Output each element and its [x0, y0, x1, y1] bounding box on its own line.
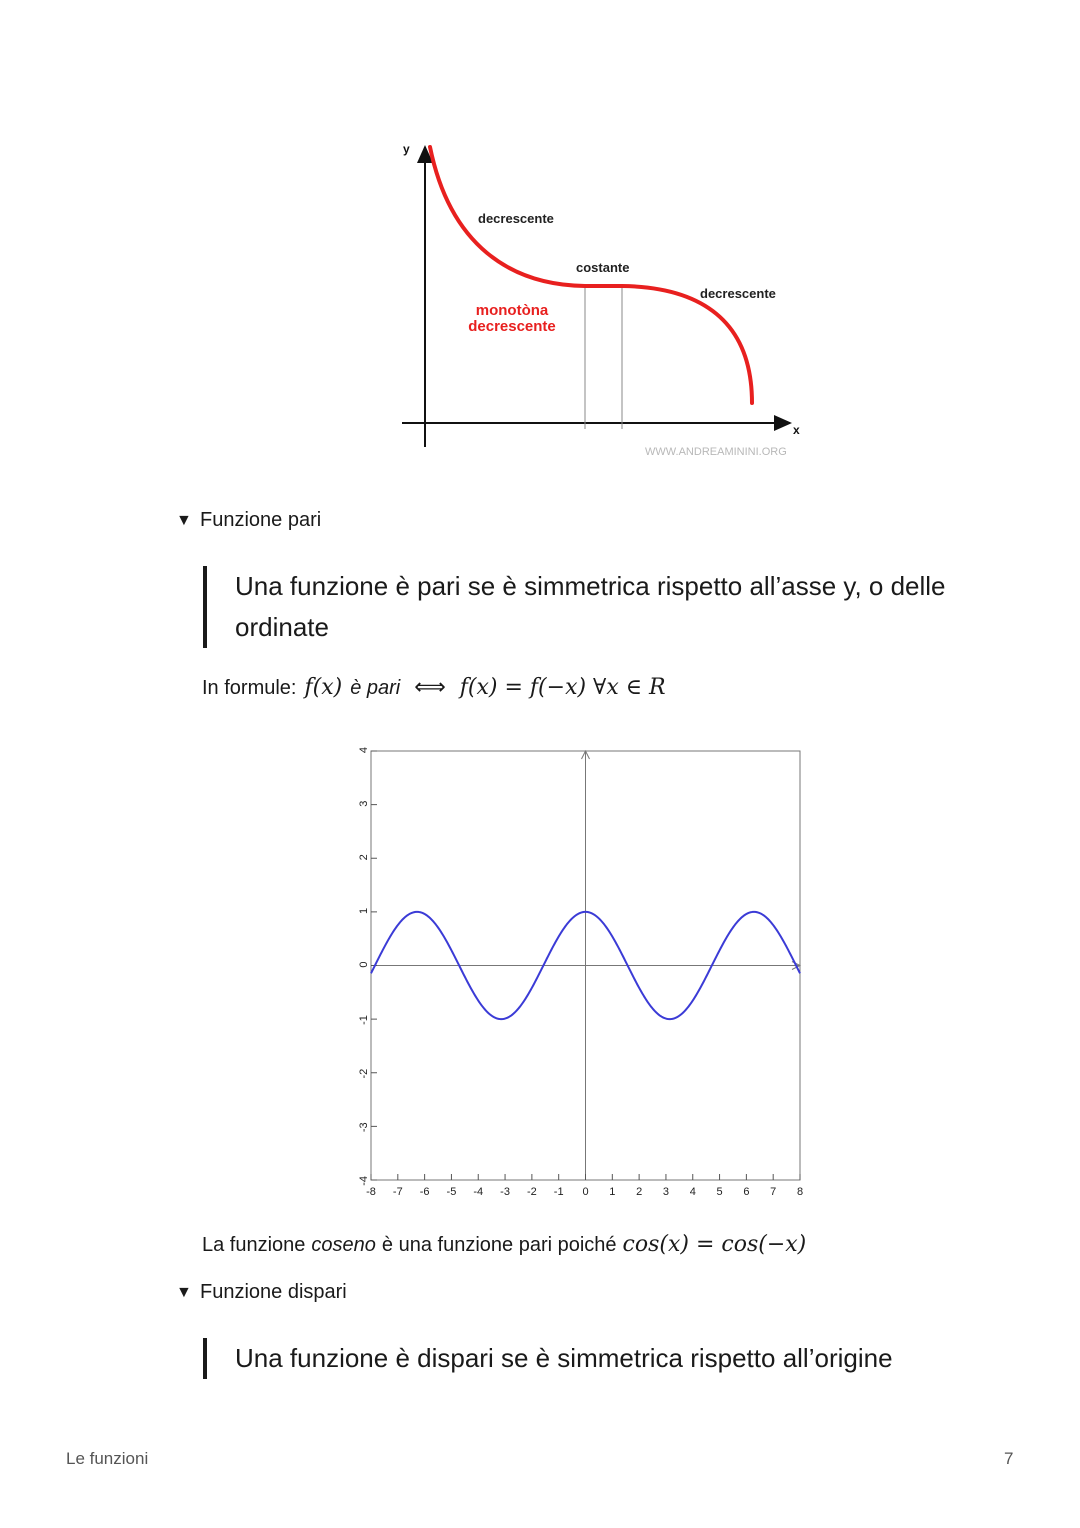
x-tick-label: 6	[743, 1186, 750, 1198]
y-axis-label: y	[403, 142, 410, 156]
x-tick-label: -8	[366, 1186, 376, 1198]
watermark: WWW.ANDREAMININI.ORG	[645, 446, 787, 458]
x-tick-label: -1	[553, 1186, 564, 1198]
coseno-formula: cos(x) = cos(−x)	[622, 1232, 807, 1257]
y-tick-label: -3	[358, 1122, 370, 1133]
toggle-funzione-dispari[interactable]	[176, 1281, 347, 1304]
monotonic-diagram	[390, 135, 830, 465]
definition-quote-pari	[203, 566, 955, 648]
y-tick-label: 1	[358, 907, 370, 914]
quote-text: Una funzione è pari se è simmetrica rispetto all’asse y, o delle ordinate	[235, 571, 946, 642]
x-tick-label: -4	[473, 1186, 484, 1198]
y-tick-label: 4	[358, 747, 370, 754]
x-tick-label: -5	[446, 1186, 457, 1198]
y-tick-label: 0	[358, 961, 370, 968]
x-tick-label: 5	[716, 1186, 723, 1198]
formula-lhs: f(x)	[304, 675, 343, 700]
definition-quote-dispari	[203, 1338, 995, 1379]
x-axis-label: x	[793, 423, 800, 437]
formula-mid: è pari	[350, 677, 401, 699]
y-tick-label: -1	[358, 1015, 370, 1025]
triangle-down-icon: ▼	[176, 1283, 192, 1301]
x-tick-label: 3	[662, 1186, 669, 1198]
coseno-word: coseno	[311, 1234, 376, 1256]
x-tick-label: 1	[609, 1186, 616, 1198]
y-tick-label: 2	[358, 854, 370, 861]
footer-title: Le funzioni	[66, 1449, 149, 1468]
label-costante: costante	[576, 260, 630, 275]
formula-iff: ⟺	[414, 674, 446, 699]
x-tick-label: -7	[392, 1186, 403, 1198]
x-tick-label: -6	[419, 1186, 430, 1198]
coseno-prefix: La funzione	[202, 1234, 306, 1256]
y-tick-label: -4	[358, 1176, 370, 1186]
x-tick-label: 0	[582, 1186, 589, 1198]
page-number: 7	[1004, 1449, 1014, 1468]
cosine-chart	[340, 740, 815, 1200]
toggle-label: Funzione pari	[200, 509, 322, 531]
formula-rhs: f(x) = f(−x) ∀x ∈ R	[459, 675, 666, 700]
y-tick-label: -2	[358, 1068, 370, 1079]
x-tick-label: 7	[770, 1186, 777, 1198]
label-monotona-decrescente: decrescente	[468, 318, 556, 335]
x-tick-label: -3	[500, 1186, 510, 1198]
formula-prefix: In formule:	[202, 677, 297, 699]
label-monotona: monotòna	[475, 302, 549, 319]
x-tick-label: 4	[689, 1186, 696, 1198]
x-tick-label: 8	[796, 1186, 804, 1198]
quote-text: Una funzione è dispari se è simmetrica rispetto all’origine	[235, 1343, 893, 1373]
x-tick-label: 2	[636, 1186, 643, 1198]
toggle-label: Funzione dispari	[200, 1281, 347, 1303]
label-decrescente-2: decrescente	[700, 286, 776, 301]
x-tick-label: -2	[526, 1186, 537, 1198]
coseno-note	[202, 1232, 806, 1257]
label-decrescente-1: decrescente	[478, 211, 554, 226]
y-tick-label: 3	[358, 800, 370, 807]
coseno-middle: è una funzione pari poiché	[381, 1234, 617, 1256]
formula-line	[202, 674, 666, 700]
triangle-down-icon: ▼	[176, 511, 192, 529]
toggle-funzione-pari[interactable]	[176, 509, 321, 532]
function-curve	[430, 147, 752, 403]
